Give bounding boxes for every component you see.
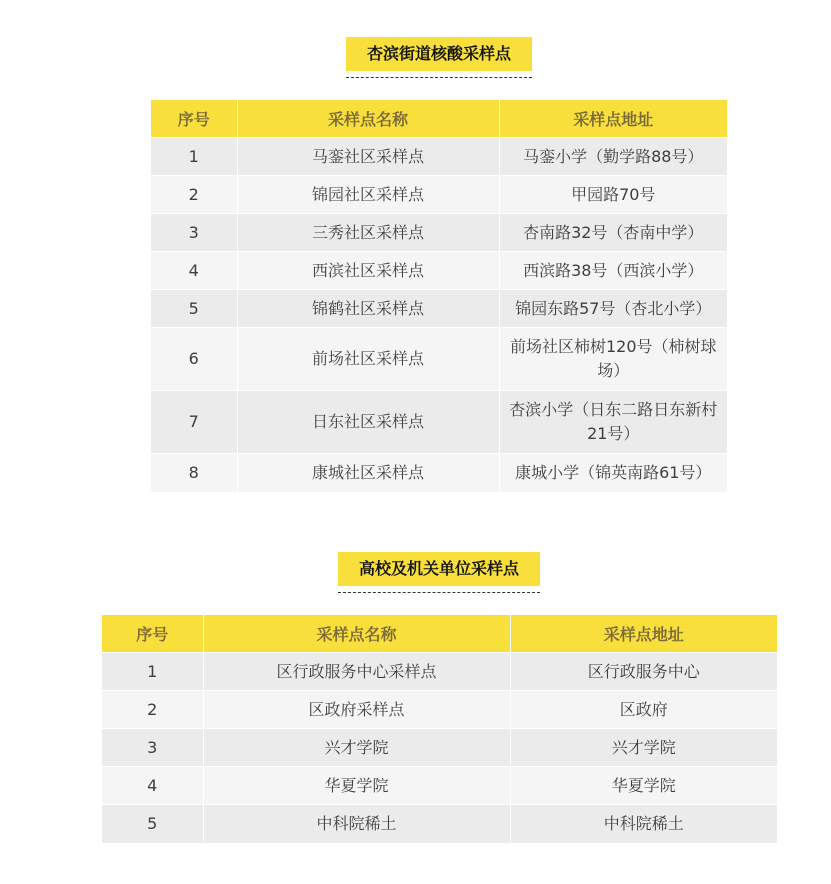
table-row — [151, 176, 727, 214]
section1-title-divider — [346, 77, 532, 78]
section2-title: 高校及机关单位采样点 — [338, 552, 540, 586]
cell-site-name: 锦园社区采样点 — [237, 176, 499, 214]
cell-site-name: 马銮社区采样点 — [237, 138, 499, 176]
cell-site-address: 华夏学院 — [510, 767, 777, 805]
header-site-address: 采样点地址 — [510, 615, 777, 653]
table-row — [151, 454, 727, 492]
table-row — [102, 653, 777, 691]
header-index: 序号 — [151, 100, 237, 138]
cell-site-address: 西滨路38号（西滨小学） — [499, 252, 727, 290]
section2-table — [102, 615, 777, 843]
header-site-name: 采样点名称 — [203, 615, 510, 653]
section2-title-divider — [338, 592, 540, 593]
cell-site-name: 区行政服务中心采样点 — [203, 653, 510, 691]
cell-index: 2 — [151, 176, 237, 214]
header-site-name: 采样点名称 — [237, 100, 499, 138]
cell-site-name: 兴才学院 — [203, 729, 510, 767]
cell-site-name: 华夏学院 — [203, 767, 510, 805]
header-index: 序号 — [102, 615, 203, 653]
cell-index: 3 — [102, 729, 203, 767]
table-row — [151, 290, 727, 328]
cell-site-name: 三秀社区采样点 — [237, 214, 499, 252]
cell-index: 1 — [102, 653, 203, 691]
cell-site-address: 中科院稀土 — [510, 805, 777, 843]
header-site-address: 采样点地址 — [499, 100, 727, 138]
cell-index: 6 — [151, 328, 237, 391]
table-header-row — [151, 100, 727, 138]
cell-site-address: 杏滨小学（日东二路日东新村21号） — [499, 391, 727, 454]
table-row — [151, 214, 727, 252]
cell-index: 8 — [151, 454, 237, 492]
table-row — [102, 805, 777, 843]
cell-index: 4 — [151, 252, 237, 290]
section1-table — [151, 100, 727, 492]
cell-site-name: 前场社区采样点 — [237, 328, 499, 391]
cell-site-address: 兴才学院 — [510, 729, 777, 767]
section1-title-wrap — [346, 37, 532, 71]
cell-site-name: 中科院稀土 — [203, 805, 510, 843]
table-header-row — [102, 615, 777, 653]
table-row — [102, 729, 777, 767]
cell-site-address: 甲园路70号 — [499, 176, 727, 214]
table-row — [102, 691, 777, 729]
cell-index: 5 — [102, 805, 203, 843]
table-row — [151, 328, 727, 391]
section2-title-wrap — [338, 552, 540, 586]
table-row — [151, 391, 727, 454]
cell-index: 7 — [151, 391, 237, 454]
cell-site-address: 区政府 — [510, 691, 777, 729]
table-row — [151, 138, 727, 176]
cell-site-address: 杏南路32号（杏南中学） — [499, 214, 727, 252]
cell-index: 5 — [151, 290, 237, 328]
cell-site-name: 西滨社区采样点 — [237, 252, 499, 290]
cell-site-name: 康城社区采样点 — [237, 454, 499, 492]
table-row — [151, 252, 727, 290]
cell-site-address: 区行政服务中心 — [510, 653, 777, 691]
cell-index: 1 — [151, 138, 237, 176]
cell-site-address: 锦园东路57号（杏北小学） — [499, 290, 727, 328]
cell-site-address: 前场社区柿树120号（柿树球场） — [499, 328, 727, 391]
table-row — [102, 767, 777, 805]
cell-site-name: 锦鹤社区采样点 — [237, 290, 499, 328]
cell-site-name: 区政府采样点 — [203, 691, 510, 729]
cell-site-address: 康城小学（锦英南路61号） — [499, 454, 727, 492]
cell-index: 3 — [151, 214, 237, 252]
section1-title: 杏滨街道核酸采样点 — [346, 37, 532, 71]
cell-index: 2 — [102, 691, 203, 729]
cell-site-address: 马銮小学（勤学路88号） — [499, 138, 727, 176]
cell-index: 4 — [102, 767, 203, 805]
cell-site-name: 日东社区采样点 — [237, 391, 499, 454]
